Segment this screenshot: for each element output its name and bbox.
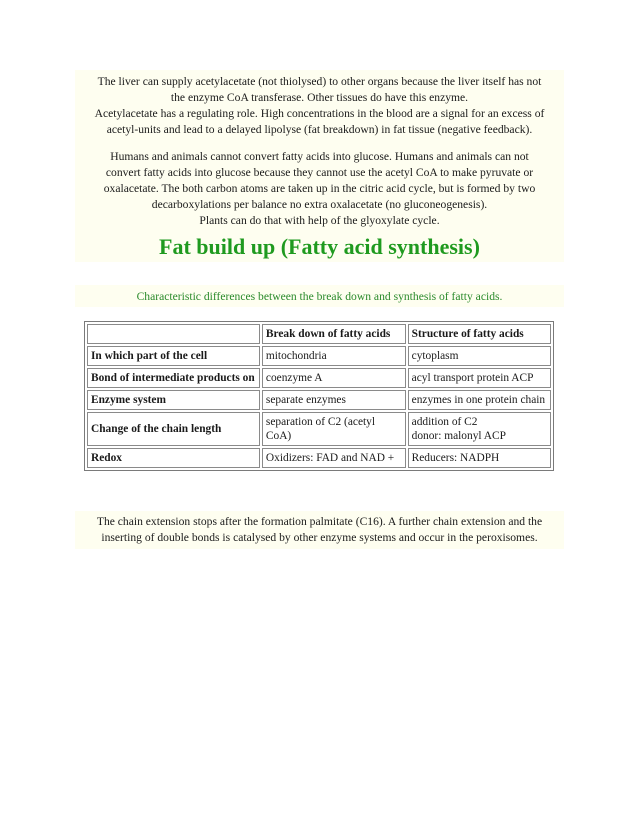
row-label: Bond of intermediate products on xyxy=(87,368,260,388)
header-empty-cell xyxy=(87,324,260,344)
conversion-line: convert fatty acids into glucose because they cannot use the acetyl CoA to make pyruvate or xyxy=(105,166,534,179)
section-title: Fat build up (Fatty acid synthesis) xyxy=(159,234,480,259)
conversion-line: oxalacetate. The both carbon atoms are taken up in the citric acid cycle, but is formed by two xyxy=(103,182,536,195)
synthesis-cell: acyl transport protein ACP xyxy=(408,368,551,388)
breakdown-cell: Oxidizers: FAD and NAD + xyxy=(262,448,406,468)
breakdown-cell: separation of C2 (acetyl CoA) xyxy=(262,412,406,446)
table-header-row xyxy=(87,324,551,344)
header-breakdown: Break down of fatty acids xyxy=(262,324,406,344)
conversion-line: decarboxylations per balance no extra oxalacetate (no gluconeogenesis). xyxy=(151,198,488,211)
conversion-line: Humans and animals cannot convert fatty acids into glucose. Humans and animals can not xyxy=(110,150,529,163)
conversion-paragraph xyxy=(75,149,564,229)
table-row xyxy=(87,448,551,468)
row-label: Change of the chain length xyxy=(87,412,260,446)
intro-line: the enzyme CoA transferase. Other tissues do have this enzyme. xyxy=(170,91,469,104)
table-row xyxy=(87,346,551,366)
breakdown-cell: mitochondria xyxy=(262,346,406,366)
breakdown-cell: coenzyme A xyxy=(262,368,406,388)
synthesis-cell-line: donor: malonyl ACP xyxy=(411,430,506,442)
header-synthesis: Structure of fatty acids xyxy=(408,324,551,344)
conversion-line: Plants can do that with help of the glyoxylate cycle. xyxy=(199,214,440,227)
intro-paragraph xyxy=(75,74,564,138)
intro-line: acetyl-units and lead to a delayed lipolyse (fat breakdown) in fat tissue (negative feedback). xyxy=(106,123,533,136)
closing-line: The chain extension stops after the formation palmitate (C16). A further chain extension and the xyxy=(96,515,543,528)
row-label: Enzyme system xyxy=(87,390,260,410)
synthesis-cell xyxy=(408,412,551,446)
synthesis-cell: enzymes in one protein chain xyxy=(408,390,551,410)
table-row xyxy=(87,368,551,388)
synthesis-cell-line: addition of C2 xyxy=(411,416,478,428)
synthesis-cell: cytoplasm xyxy=(408,346,551,366)
row-label: Redox xyxy=(87,448,260,468)
breakdown-cell: separate enzymes xyxy=(262,390,406,410)
comparison-table xyxy=(84,321,554,471)
table-row xyxy=(87,412,551,446)
closing-line: inserting of double bonds is catalysed by other enzyme systems and occur in the peroxisomes. xyxy=(101,531,538,544)
intro-line: Acetylacetate has a regulating role. High concentrations in the blood are a signal for an excess of xyxy=(94,107,545,120)
row-label: In which part of the cell xyxy=(87,346,260,366)
intro-line: The liver can supply acetylacetate (not thiolysed) to other organs because the liver itself has not xyxy=(97,75,542,88)
closing-paragraph xyxy=(75,514,564,546)
synthesis-cell: Reducers: NADPH xyxy=(408,448,551,468)
table-caption: Characteristic differences between the break down and synthesis of fatty acids. xyxy=(136,290,503,303)
table-row xyxy=(87,390,551,410)
